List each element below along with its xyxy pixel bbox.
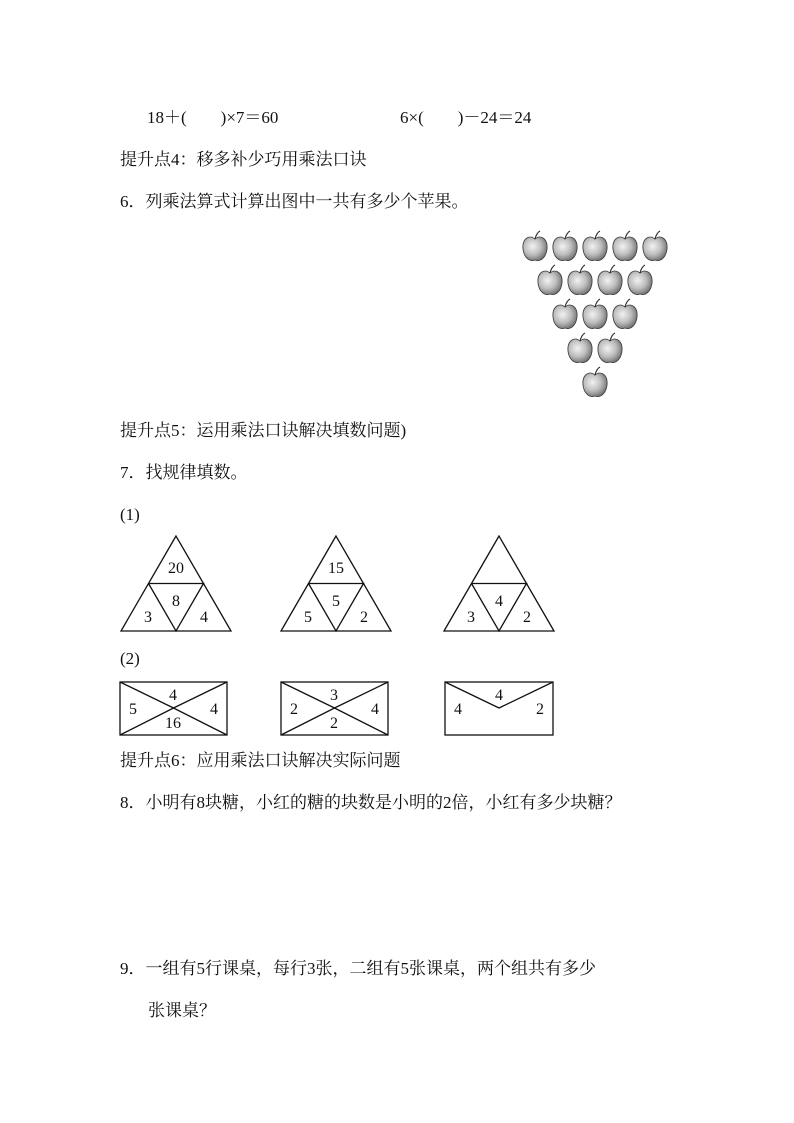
apple-pyramid-figure xyxy=(510,226,680,398)
apple xyxy=(583,231,607,261)
envelope-2-right: 4 xyxy=(371,701,379,718)
envelope-1-top: 4 xyxy=(169,687,177,704)
section-5-title: 提升点5：运用乘法口诀解决填数问题) xyxy=(120,421,407,440)
apple xyxy=(628,265,652,295)
apple xyxy=(553,299,577,329)
apple xyxy=(598,265,622,295)
envelope-figure-2 xyxy=(280,681,390,737)
triangle-1-middle: 8 xyxy=(172,593,180,610)
envelope-2-top: 3 xyxy=(330,687,338,704)
envelope-2-bottom: 2 xyxy=(330,715,338,732)
triangle-figure-3 xyxy=(442,534,558,634)
triangle-1-left: 3 xyxy=(144,609,152,626)
triangle-1-top: 20 xyxy=(168,560,184,577)
apple xyxy=(583,367,607,397)
question-8-text: 8．小明有8块糖，小红的糖的块数是小明的2倍，小红有多少块糖？ xyxy=(120,793,622,812)
envelope-figure-1 xyxy=(119,681,229,737)
envelope-2-left: 2 xyxy=(290,701,298,718)
apple xyxy=(568,333,592,363)
envelope-3-right: 2 xyxy=(536,701,544,718)
triangle-3-left: 3 xyxy=(467,609,475,626)
apple xyxy=(643,231,667,261)
apple xyxy=(568,265,592,295)
question-9-line-1: 9．一组有5行课桌，每行3张，二组有5张课桌，两个组共有多少 xyxy=(120,959,596,978)
envelope-1-right: 4 xyxy=(210,701,218,718)
apple xyxy=(613,231,637,261)
equation-left: 18＋( )×7＝60 xyxy=(147,108,279,127)
triangle-2-left: 5 xyxy=(304,609,312,626)
part-2-label: (2) xyxy=(120,649,140,668)
triangle-2-middle: 5 xyxy=(332,593,340,610)
apple xyxy=(613,299,637,329)
triangle-2-right: 2 xyxy=(360,609,368,626)
triangle-3-middle: 4 xyxy=(495,593,503,610)
apple xyxy=(538,265,562,295)
apple xyxy=(598,333,622,363)
apple xyxy=(583,299,607,329)
question-6-text: 6．列乘法算式计算出图中一共有多少个苹果。 xyxy=(120,192,469,211)
question-7-text: 7．找规律填数。 xyxy=(120,463,248,482)
apple xyxy=(553,231,577,261)
triangle-figure-1 xyxy=(119,534,235,634)
part-1-label: (1) xyxy=(120,505,140,524)
section-4-title: 提升点4：移多补少巧用乘法口诀 xyxy=(120,150,367,169)
envelope-3-top: 4 xyxy=(495,687,503,704)
envelope-3-left: 4 xyxy=(454,701,462,718)
envelope-1-bottom: 16 xyxy=(165,715,181,732)
envelope-figure-3 xyxy=(444,681,556,737)
envelope-1-left: 5 xyxy=(129,701,137,718)
triangle-figure-2 xyxy=(279,534,395,634)
apple xyxy=(523,231,547,261)
question-9-line-2: 张课桌？ xyxy=(148,1001,216,1020)
equation-right: 6×( )－24＝24 xyxy=(400,108,532,127)
triangle-2-top: 15 xyxy=(328,560,344,577)
triangle-3-right: 2 xyxy=(523,609,531,626)
section-6-title: 提升点6：应用乘法口诀解决实际问题 xyxy=(120,751,401,770)
triangle-1-right: 4 xyxy=(200,609,208,626)
